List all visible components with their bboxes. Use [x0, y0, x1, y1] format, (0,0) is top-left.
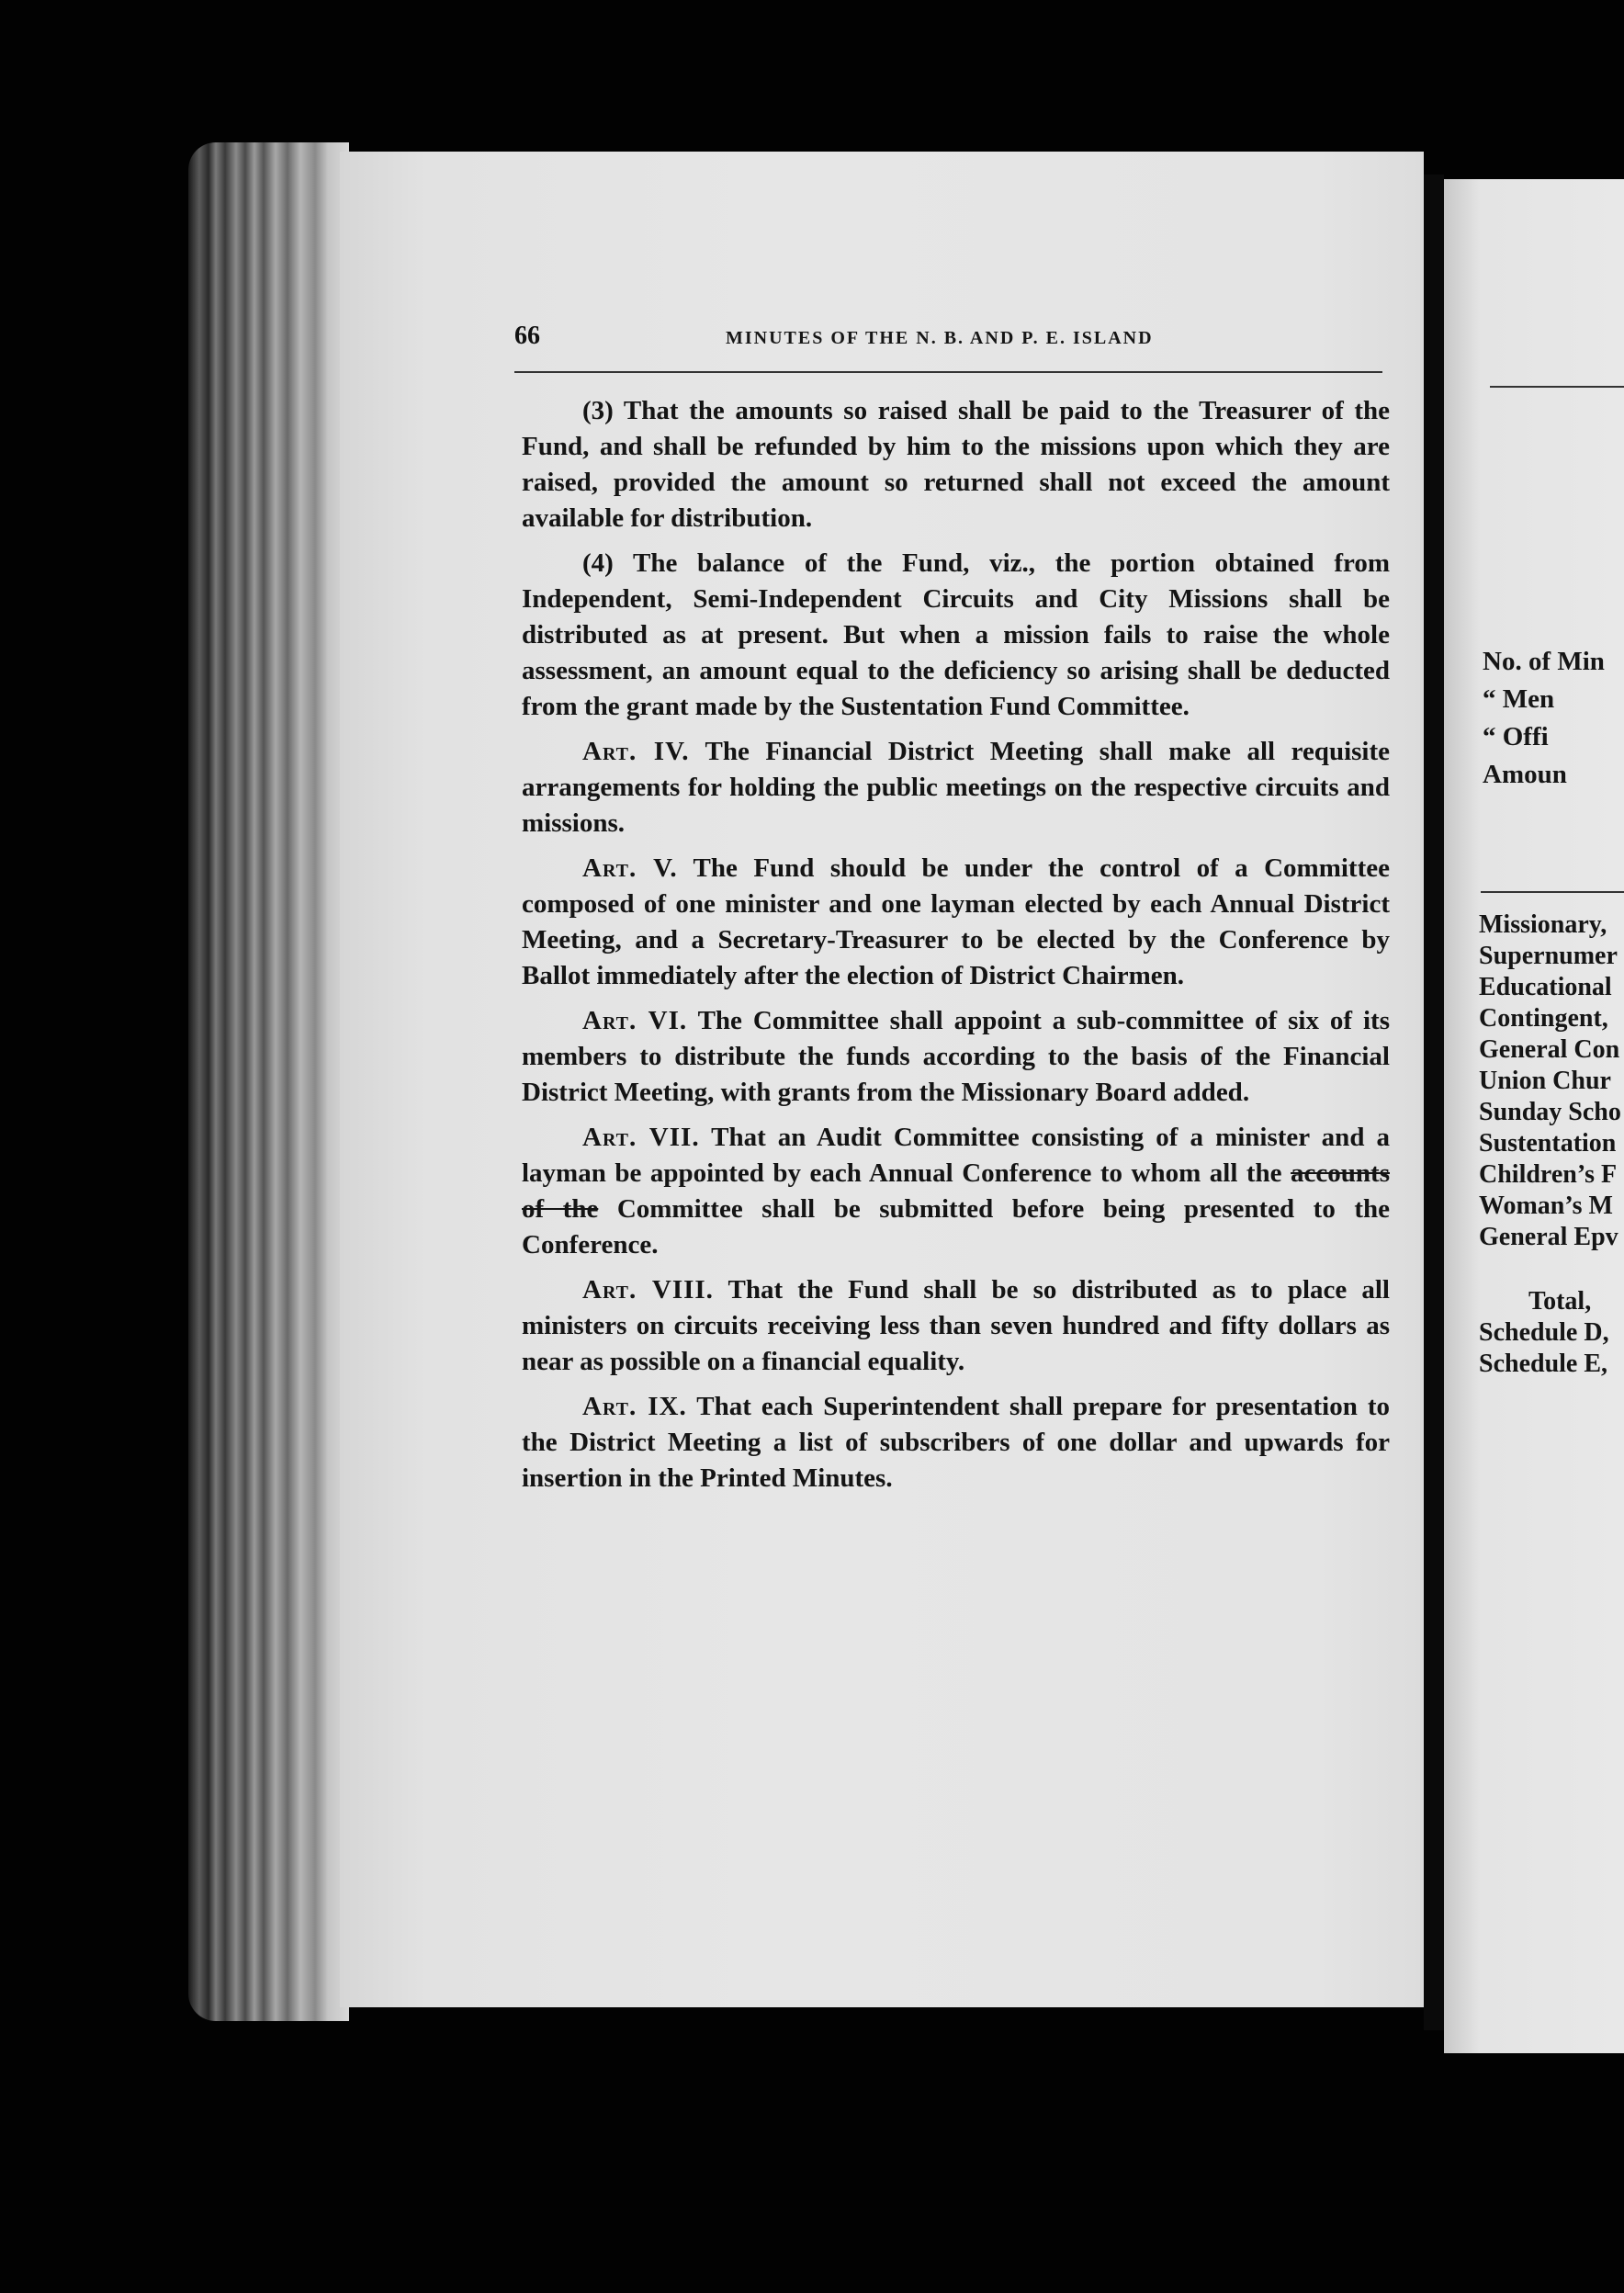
book-page-edges [188, 142, 349, 2021]
article-text: Committee shall be submitted before being presented to the Conference. [522, 1194, 1390, 1259]
article-text: The Committee shall appoint a sub-committee of six of its members to distribute the funds according to the basis of the Financial District Meeting, with grants from the Missionary Board added. [522, 1006, 1390, 1107]
article-iv [522, 734, 1390, 842]
fund-item: Children’s F [1479, 1160, 1618, 1189]
article-text: That the Fund shall be so distributed as to place all ministers on circuits receiving less than seven hundred and fifty dollars as near as possible on a financial equality. [522, 1275, 1390, 1376]
fund-item: Woman’s M [1479, 1192, 1613, 1220]
article-text: The Financial District Meeting shall make all requisite arrangements for holding the public meetings on the respective circuits and missions. [522, 737, 1390, 838]
right-upper-line: No. of Min [1483, 647, 1605, 676]
fund-item: General Con [1479, 1035, 1620, 1064]
fund-item: Missionary, [1479, 910, 1607, 939]
schedule-item: Schedule E, [1479, 1350, 1608, 1378]
article-label: Art. VIII. [582, 1275, 714, 1305]
right-section-rule [1481, 891, 1624, 893]
article-label: Art. IV. [582, 737, 690, 766]
article-label: Art. VII. [582, 1123, 700, 1152]
article-vi [522, 1003, 1390, 1111]
page-body [522, 393, 1390, 1506]
fund-item: Union Chur [1479, 1067, 1611, 1095]
page-number: 66 [514, 322, 540, 350]
book-gutter [1424, 175, 1444, 2030]
running-title: MINUTES OF THE N. B. AND P. E. ISLAND [726, 328, 1154, 348]
right-upper-line: “ Offi [1483, 722, 1549, 751]
paragraph-4: (4) The balance of the Fund, viz., the portion obtained from Independent, Semi-Independent Circuits and City Missions shall be distributed as at present. But when a mission fails to raise the whole assessment, an amount equal to the deficiency so arising shall be deducted from the grant made by the Sustentation Fund Committee. [522, 548, 1390, 721]
paragraph-3: (3) That the amounts so raised shall be paid to the Treasurer of the Fund, and shall be refunded by him to the missions upon which they are raised, provided the amount so returned shall not exceed the amount available for distribution. [522, 396, 1390, 533]
fund-item: Sunday Scho [1479, 1098, 1621, 1126]
right-upper-line: Amoun [1483, 760, 1567, 789]
article-v [522, 851, 1390, 994]
right-header-rule [1490, 386, 1624, 388]
header-rule [514, 371, 1382, 373]
struck-text: accounts of the [522, 1158, 1390, 1224]
fund-item: General Epv [1479, 1223, 1618, 1251]
total-label: Total, [1528, 1287, 1592, 1316]
article-text: The Fund should be under the control of a Committee composed of one minister and one layman elected by each Annual District Meeting, and a Secretary-Treasurer to be elected by the Conference by Ballot immediately after the election of District Chairmen. [522, 853, 1390, 990]
right-fund-list [1479, 909, 1621, 1380]
article-viii [522, 1272, 1390, 1380]
fund-item: Educational [1479, 973, 1612, 1001]
article-text: That an Audit Committee consisting of a minister and a layman be appointed by each Annual Conference to whom all the [522, 1123, 1390, 1188]
article-ix [522, 1389, 1390, 1497]
right-page-fragment [1444, 179, 1624, 2053]
article-text: That each Superintendent shall prepare for presentation to the District Meeting a list of subscribers of one dollar and upwards for insertion in the Printed Minutes. [522, 1392, 1390, 1493]
fund-item: Sustentation [1479, 1129, 1617, 1158]
schedule-item: Schedule D, [1479, 1318, 1609, 1347]
article-vii [522, 1120, 1390, 1263]
right-upper-line: “ Men [1483, 684, 1555, 714]
article-label: Art. V. [582, 853, 678, 883]
article-label: Art. IX. [582, 1392, 687, 1421]
article-label: Art. VI. [582, 1006, 688, 1035]
right-upper-list [1483, 643, 1605, 794]
fund-item: Supernumer [1479, 942, 1618, 970]
fund-item: Contingent, [1479, 1004, 1608, 1033]
